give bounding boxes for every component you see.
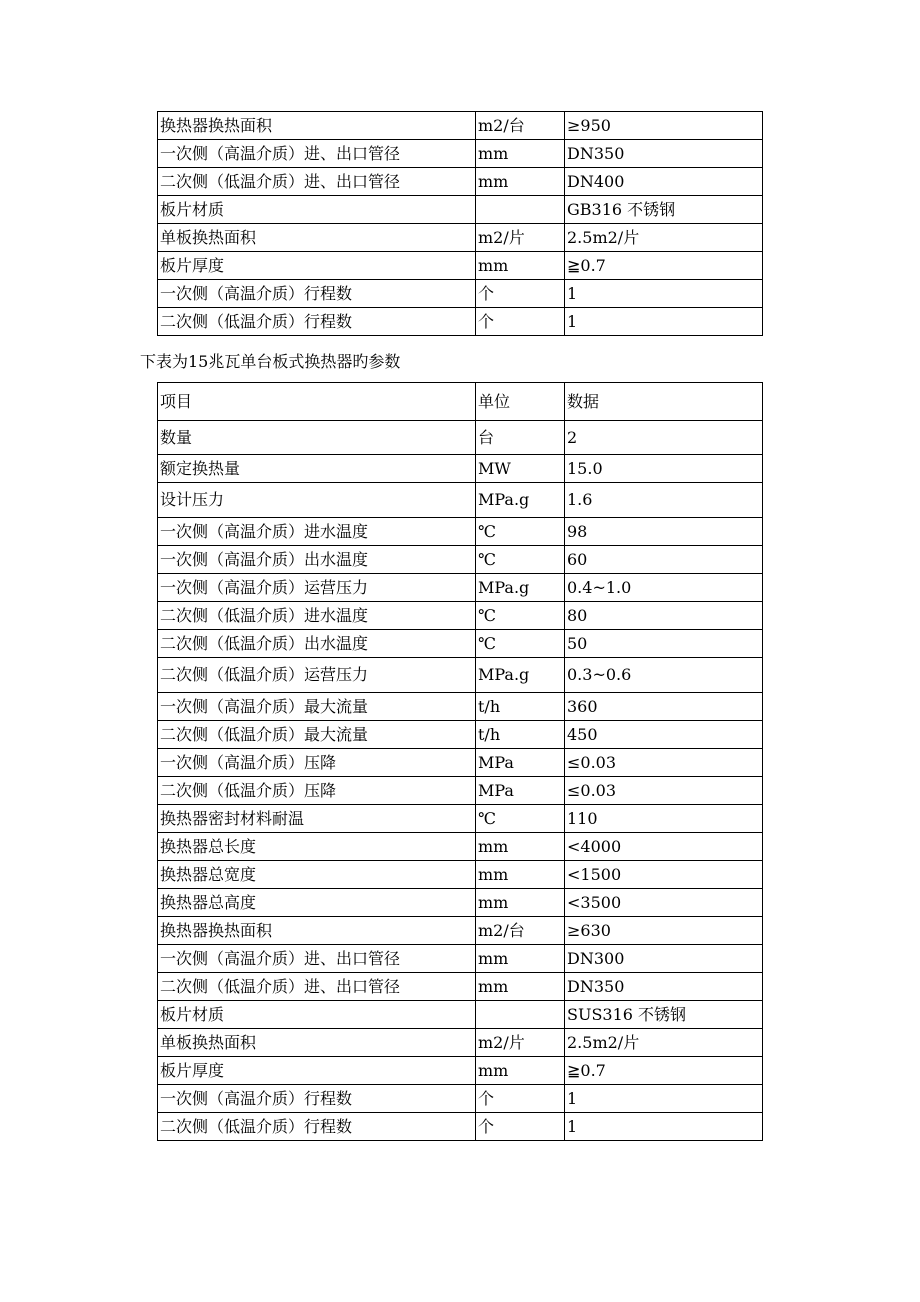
- cell-unit: [476, 1001, 565, 1029]
- cell-item: 板片厚度: [158, 1057, 476, 1085]
- cell-unit: ℃: [476, 630, 565, 658]
- table-row: [158, 861, 763, 889]
- cell-unit: mm: [476, 973, 565, 1001]
- table-row: [158, 805, 763, 833]
- cell-unit: ℃: [476, 805, 565, 833]
- cell-value: <3500: [565, 889, 763, 917]
- cell-item: 一次侧（高温介质）出水温度: [158, 546, 476, 574]
- table-row: [158, 1113, 763, 1141]
- table-row: [158, 112, 763, 140]
- cell-value: 数据: [565, 383, 763, 421]
- cell-value: DN350: [565, 973, 763, 1001]
- cell-unit: mm: [476, 945, 565, 973]
- cell-unit: 个: [476, 1085, 565, 1113]
- cell-unit: MPa: [476, 777, 565, 805]
- cell-item: 一次侧（高温介质）进水温度: [158, 518, 476, 546]
- cell-item: 板片材质: [158, 196, 476, 224]
- cell-unit: ℃: [476, 602, 565, 630]
- cell-item: 换热器换热面积: [158, 112, 476, 140]
- table-row: [158, 833, 763, 861]
- cell-item: 二次侧（低温介质）最大流量: [158, 721, 476, 749]
- cell-item: 设计压力: [158, 483, 476, 518]
- cell-item: 单板换热面积: [158, 224, 476, 252]
- cell-value: 50: [565, 630, 763, 658]
- cell-unit: mm: [476, 833, 565, 861]
- table-row: [158, 421, 763, 455]
- cell-item: 换热器总宽度: [158, 861, 476, 889]
- cell-item: 二次侧（低温介质）压降: [158, 777, 476, 805]
- cell-item: 二次侧（低温介质）进、出口管径: [158, 168, 476, 196]
- cell-item: 换热器总高度: [158, 889, 476, 917]
- table2-caption: 下表为15兆瓦单台板式换热器旳参数: [140, 352, 401, 371]
- table-row: [158, 518, 763, 546]
- cell-item: 二次侧（低温介质）行程数: [158, 1113, 476, 1141]
- cell-unit: mm: [476, 861, 565, 889]
- table-row: [158, 483, 763, 518]
- cell-unit: [476, 196, 565, 224]
- cell-value: 110: [565, 805, 763, 833]
- cell-unit: mm: [476, 889, 565, 917]
- cell-value: 1: [565, 308, 763, 336]
- cell-item: 二次侧（低温介质）进、出口管径: [158, 973, 476, 1001]
- cell-value: ≥950: [565, 112, 763, 140]
- table-row: [158, 455, 763, 483]
- cell-value: ≤0.03: [565, 777, 763, 805]
- cell-unit: t/h: [476, 693, 565, 721]
- cell-unit: t/h: [476, 721, 565, 749]
- cell-unit: MPa.g: [476, 658, 565, 693]
- cell-value: 1: [565, 280, 763, 308]
- cell-item: 二次侧（低温介质）出水温度: [158, 630, 476, 658]
- table-row: [158, 917, 763, 945]
- cell-value: DN400: [565, 168, 763, 196]
- cell-item: 一次侧（高温介质）进、出口管径: [158, 140, 476, 168]
- table-row: [158, 546, 763, 574]
- table-row: [158, 973, 763, 1001]
- table-row: [158, 777, 763, 805]
- cell-item: 换热器换热面积: [158, 917, 476, 945]
- cell-value: 2.5m2/片: [565, 224, 763, 252]
- table-row: [158, 693, 763, 721]
- cell-item: 额定换热量: [158, 455, 476, 483]
- table1-body: [158, 112, 763, 336]
- cell-value: 15.0: [565, 455, 763, 483]
- cell-item: 一次侧（高温介质）运营压力: [158, 574, 476, 602]
- cell-value: <1500: [565, 861, 763, 889]
- cell-unit: 个: [476, 308, 565, 336]
- table-row: [158, 658, 763, 693]
- cell-item: 一次侧（高温介质）行程数: [158, 280, 476, 308]
- table-row: [158, 889, 763, 917]
- table-row: [158, 1001, 763, 1029]
- cell-item: 换热器密封材料耐温: [158, 805, 476, 833]
- cell-value: ≤0.03: [565, 749, 763, 777]
- cell-item: 换热器总长度: [158, 833, 476, 861]
- cell-item: 一次侧（高温介质）行程数: [158, 1085, 476, 1113]
- cell-value: 0.3~0.6: [565, 658, 763, 693]
- cell-unit: m2/片: [476, 224, 565, 252]
- table-row: [158, 749, 763, 777]
- cell-value: 2.5m2/片: [565, 1029, 763, 1057]
- cell-unit: m2/片: [476, 1029, 565, 1057]
- cell-item: 二次侧（低温介质）进水温度: [158, 602, 476, 630]
- cell-unit: 单位: [476, 383, 565, 421]
- cell-unit: mm: [476, 140, 565, 168]
- cell-value: <4000: [565, 833, 763, 861]
- cell-unit: mm: [476, 168, 565, 196]
- cell-value: GB316 不锈钢: [565, 196, 763, 224]
- cell-item: 数量: [158, 421, 476, 455]
- cell-value: DN350: [565, 140, 763, 168]
- table-row: [158, 252, 763, 280]
- cell-value: 1: [565, 1113, 763, 1141]
- table-row: [158, 1057, 763, 1085]
- cell-value: ≥630: [565, 917, 763, 945]
- cell-unit: 台: [476, 421, 565, 455]
- table-row: [158, 1085, 763, 1113]
- cell-item: 一次侧（高温介质）压降: [158, 749, 476, 777]
- cell-unit: MPa: [476, 749, 565, 777]
- cell-item: 一次侧（高温介质）最大流量: [158, 693, 476, 721]
- table-row: [158, 140, 763, 168]
- cell-item: 一次侧（高温介质）进、出口管径: [158, 945, 476, 973]
- parameter-table-15mw: [157, 382, 763, 1141]
- table-row: [158, 383, 763, 421]
- cell-value: 0.4~1.0: [565, 574, 763, 602]
- cell-item: 板片材质: [158, 1001, 476, 1029]
- cell-item: 二次侧（低温介质）行程数: [158, 308, 476, 336]
- cell-value: 80: [565, 602, 763, 630]
- table-row: [158, 224, 763, 252]
- cell-unit: MPa.g: [476, 483, 565, 518]
- cell-value: 450: [565, 721, 763, 749]
- cell-item: 二次侧（低温介质）运营压力: [158, 658, 476, 693]
- table-row: [158, 1029, 763, 1057]
- table-row: [158, 196, 763, 224]
- cell-item: 单板换热面积: [158, 1029, 476, 1057]
- cell-value: 360: [565, 693, 763, 721]
- cell-value: 1: [565, 1085, 763, 1113]
- cell-value: DN300: [565, 945, 763, 973]
- cell-value: 2: [565, 421, 763, 455]
- cell-unit: ℃: [476, 518, 565, 546]
- cell-value: 98: [565, 518, 763, 546]
- table-row: [158, 574, 763, 602]
- cell-unit: MW: [476, 455, 565, 483]
- cell-unit: ℃: [476, 546, 565, 574]
- cell-value: SUS316 不锈钢: [565, 1001, 763, 1029]
- table2-body: [158, 383, 763, 1141]
- cell-unit: 个: [476, 280, 565, 308]
- table-row: [158, 168, 763, 196]
- cell-unit: 个: [476, 1113, 565, 1141]
- table-row: [158, 280, 763, 308]
- table-row: [158, 945, 763, 973]
- cell-item: 项目: [158, 383, 476, 421]
- cell-value: ≧0.7: [565, 1057, 763, 1085]
- cell-unit: mm: [476, 252, 565, 280]
- cell-unit: m2/台: [476, 112, 565, 140]
- table-row: [158, 721, 763, 749]
- table-row: [158, 630, 763, 658]
- cell-value: 1.6: [565, 483, 763, 518]
- table-row: [158, 308, 763, 336]
- cell-unit: m2/台: [476, 917, 565, 945]
- cell-unit: mm: [476, 1057, 565, 1085]
- table-row: [158, 602, 763, 630]
- cell-value: ≧0.7: [565, 252, 763, 280]
- parameter-table-continued: [157, 111, 763, 336]
- cell-item: 板片厚度: [158, 252, 476, 280]
- cell-value: 60: [565, 546, 763, 574]
- cell-unit: MPa.g: [476, 574, 565, 602]
